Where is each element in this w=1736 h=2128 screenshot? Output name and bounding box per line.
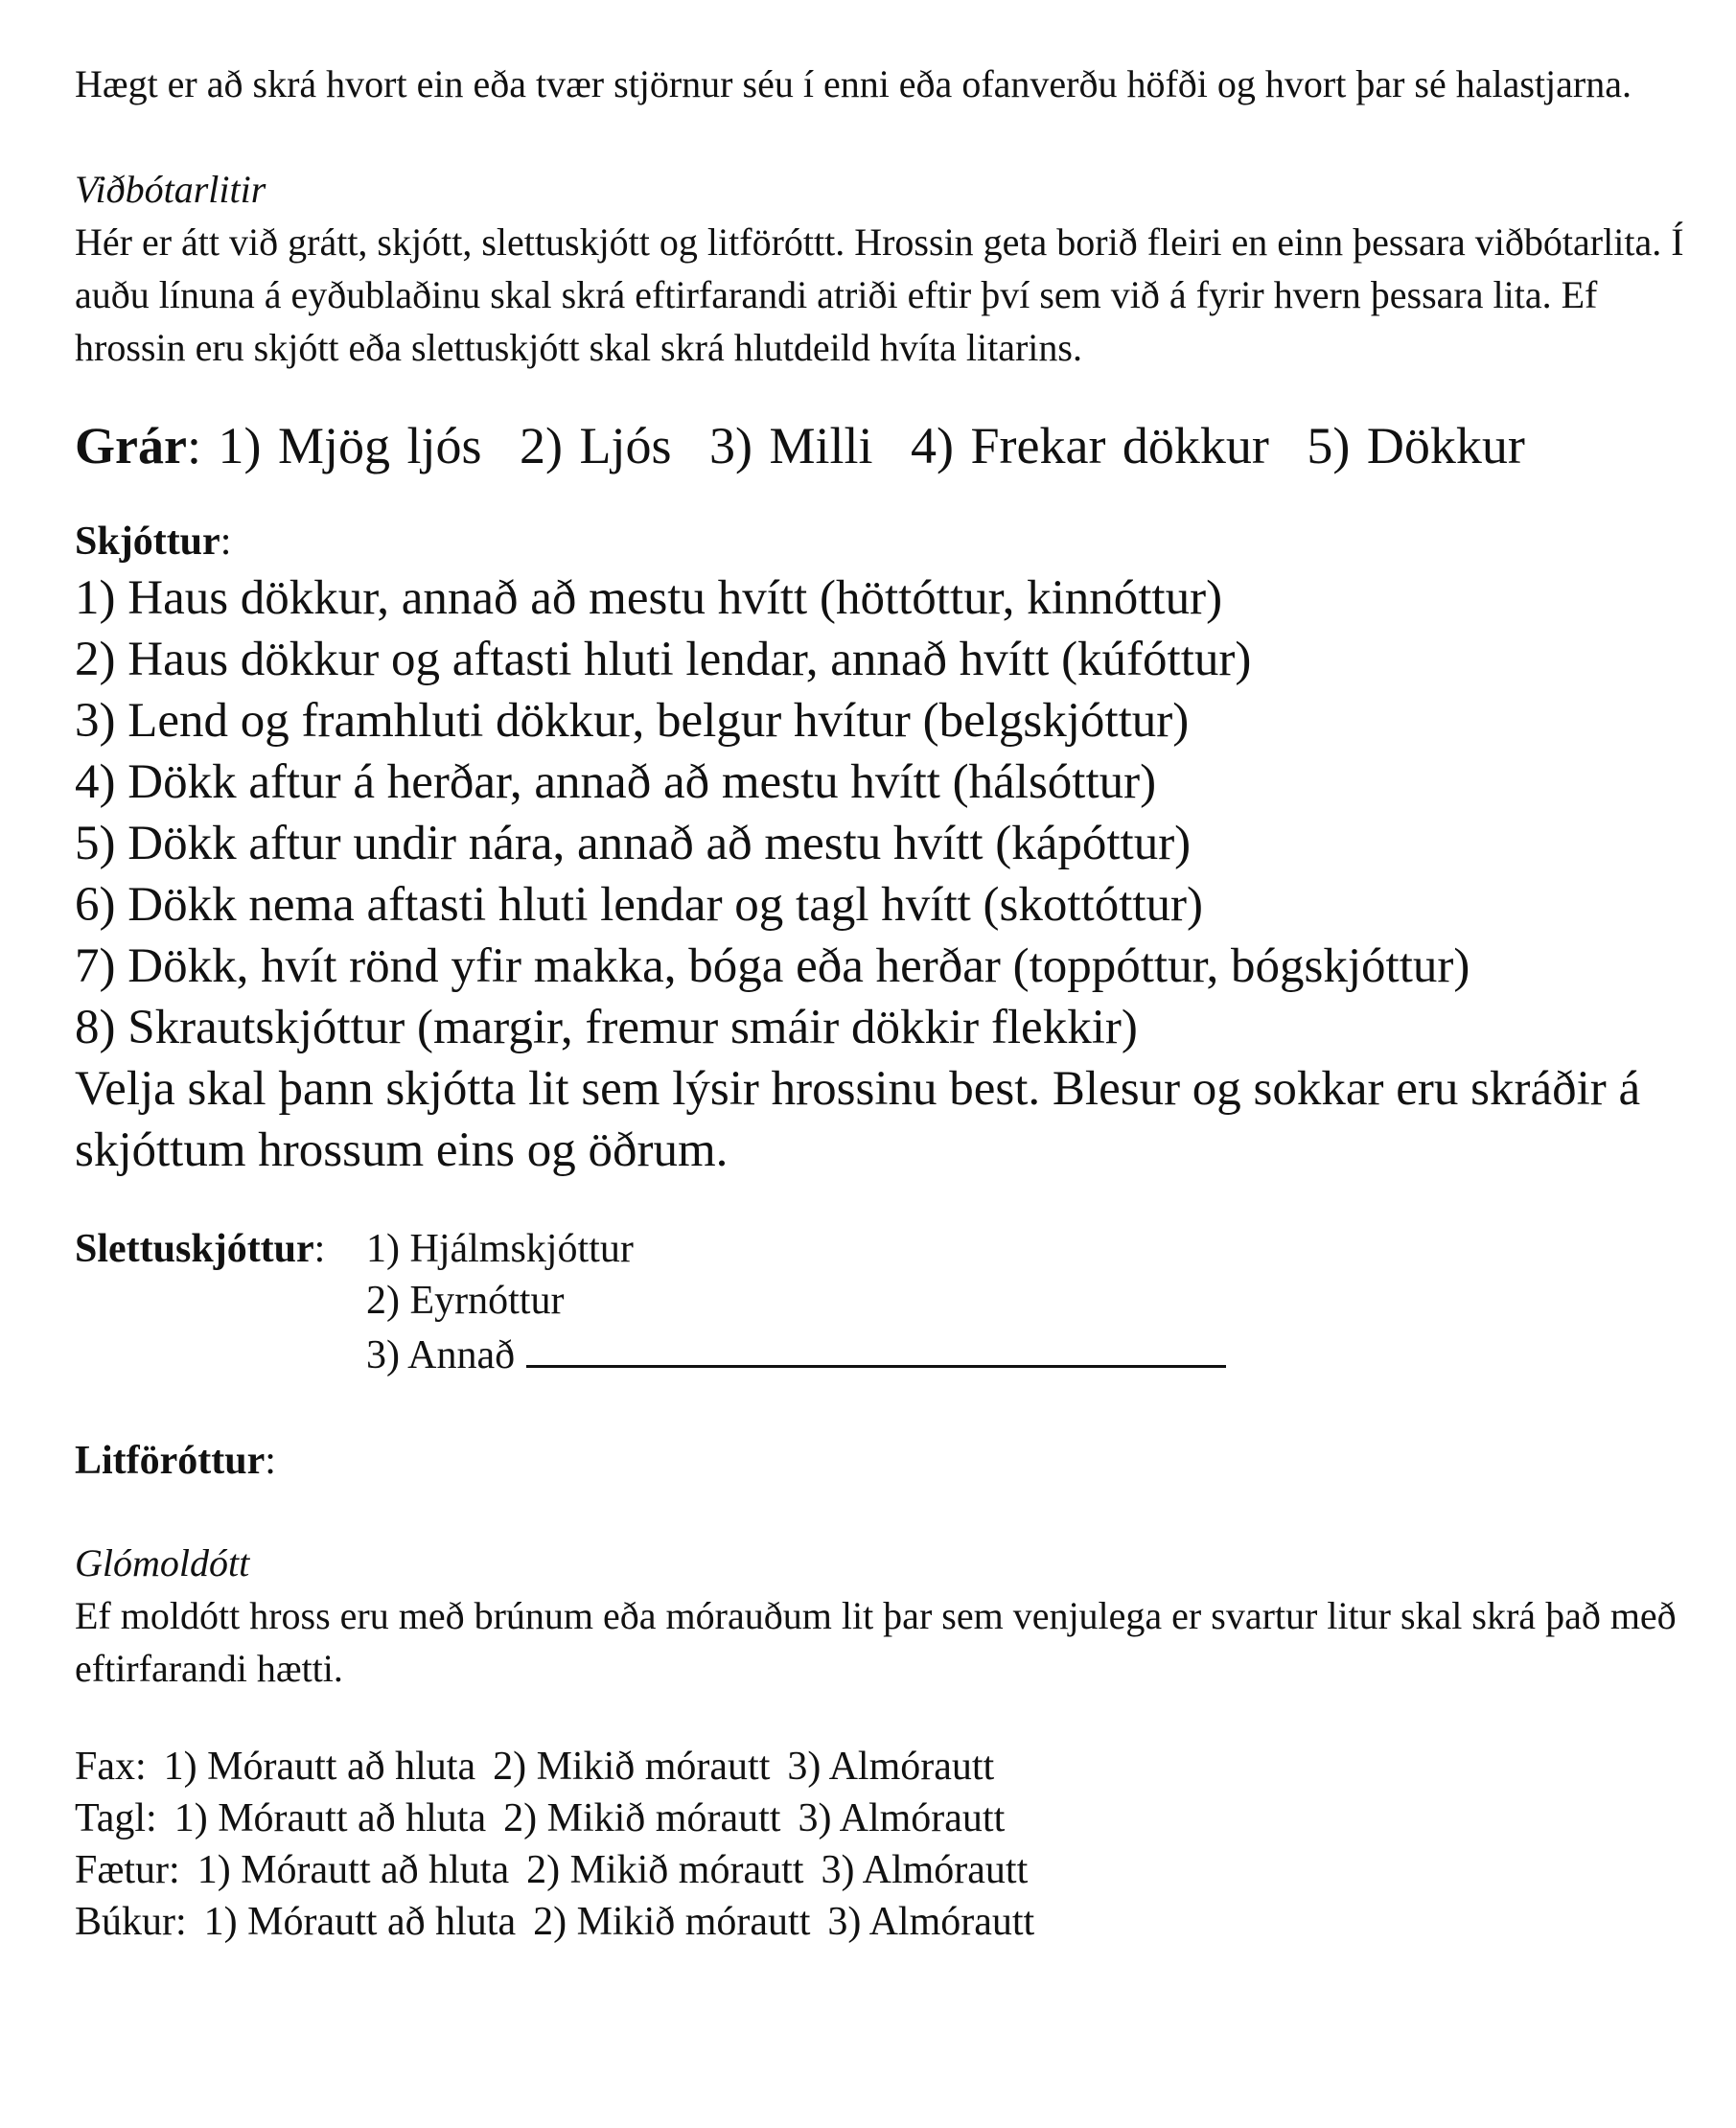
skjottur-note: Velja skal þann skjótta lit sem lýsir hrossinu best. Blesur og sokkar eru skráðir á skjóttum hrossum eins og öðrum. xyxy=(75,1062,1641,1177)
slettuskjottur-row-2 xyxy=(75,1275,1704,1327)
parts-list xyxy=(75,1741,1704,1948)
list-item: 5) Dökk aftur undir nára, annað að mestu hvítt (kápóttur) xyxy=(75,817,1192,870)
vidbotarlitir-text: Hér er átt við grátt, skjótt, slettuskjótt og litföróttt. Hrossin geta borið fleiri en einn þessara viðbótarlita. Í auðu línuna á eyðublaðinu skal skrá eftirfarandi atriði eftir því sem við á fyrir hvern þessara lita. Ef hrossin eru skjótt eða slettuskjótt skal skrá hlutdeild hvíta litarins. xyxy=(75,220,1684,369)
grar-line: Grár: 1) Mjög ljós 2) Ljós 3) Milli 4) Frekar dökkur 5) Dökkur xyxy=(75,417,1525,474)
list-item: 3) Lend og framhluti dökkur, belgur hvítur (belgskjóttur) xyxy=(75,694,1190,748)
skjottur-list xyxy=(75,567,1704,1181)
list-item: 2) Haus dökkur og aftasti hluti lendar, annað hvítt (kúfóttur) xyxy=(75,633,1252,686)
slettuskjottur-label: Slettuskjóttur xyxy=(75,1227,314,1271)
grar-label: Grár xyxy=(75,417,187,474)
list-item: 6) Dökk nema aftasti hluti lendar og tagl hvítt (skottóttur) xyxy=(75,878,1204,932)
list-item: 7) Dökk, hvít rönd yfir makka, bóga eða herðar (toppóttur, bógskjóttur) xyxy=(75,939,1470,993)
list-item: 4) Dökk aftur á herðar, annað að mestu hvítt (hálsóttur) xyxy=(75,755,1157,809)
list-item: 1) Hjálmskjóttur xyxy=(366,1227,634,1271)
grar-option: 5) Dökkur xyxy=(1307,417,1525,474)
fill-in-blank-line xyxy=(526,1327,1226,1368)
grar-option: 2) Ljós xyxy=(520,417,672,474)
part-row-bukur: Búkur: 1) Mórautt að hluta 2) Mikið mórautt 3) Almórautt xyxy=(75,1900,1035,1944)
list-item: 1) Haus dökkur, annað að mestu hvítt (höttóttur, kinnóttur) xyxy=(75,571,1223,625)
grar-option: 1) Mjög ljós xyxy=(218,417,482,474)
intro-paragraph: Hægt er að skrá hvort ein eða tvær stjörnur séu í enni eða ofanverðu höfði og hvort þar sé halastjarna. xyxy=(75,62,1632,105)
glomoldott-text: Ef moldótt hross eru með brúnum eða mórauðum lit þar sem venjulega er svartur litur skal skrá það með eftirfarandi hætti. xyxy=(75,1594,1677,1690)
slettuskjottur-row-3 xyxy=(75,1327,1704,1381)
grar-option: 4) Frekar dökkur xyxy=(911,417,1269,474)
part-row-faetur: Fætur: 1) Mórautt að hluta 2) Mikið mórautt 3) Almórautt xyxy=(75,1848,1029,1892)
slettuskjottur-row-1: Slettuskjóttur: 1) Hjálmskjóttur xyxy=(75,1223,1704,1275)
part-row-fax: Fax: 1) Mórautt að hluta 2) Mikið mórautt 3) Almórautt xyxy=(75,1745,995,1789)
vidbotarlitir-heading: Viðbótarlitir xyxy=(75,168,266,211)
list-item: 2) Eyrnóttur xyxy=(366,1279,565,1323)
skjottur-heading: Skjóttur: xyxy=(75,520,232,564)
document-page xyxy=(75,58,1704,1948)
grar-option: 3) Milli xyxy=(709,417,873,474)
litforottur-heading: Litföróttur: xyxy=(75,1439,276,1483)
part-row-tagl: Tagl: 1) Mórautt að hluta 2) Mikið mórautt 3) Almórautt xyxy=(75,1796,1006,1840)
list-item: 8) Skrautskjóttur (margir, fremur smáir dökkir flekkir) xyxy=(75,1001,1138,1054)
list-item: 3) Annað xyxy=(366,1333,516,1377)
glomoldott-heading: Glómoldótt xyxy=(75,1541,250,1584)
